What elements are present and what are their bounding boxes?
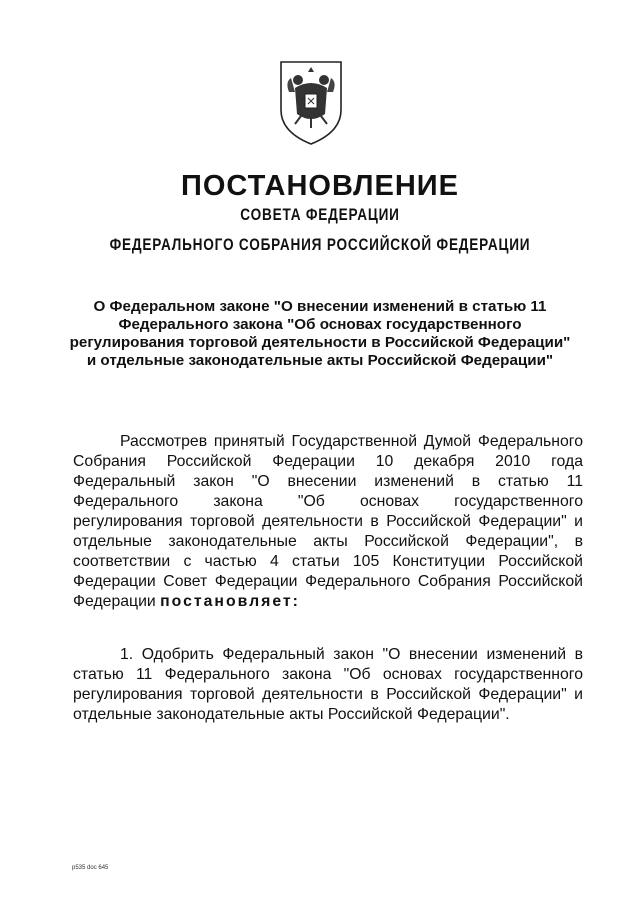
heading-line: регулирования торговой деятельности в Российской Федерации" — [69, 334, 571, 351]
paragraph-line: регулирования торговой деятельности в Российской Федерации" и — [73, 686, 583, 703]
resolves-keyword: постановляет: — [160, 593, 300, 610]
paragraph-line: Федерального закона "Об основах государственного — [73, 493, 583, 510]
paragraph-preamble — [73, 432, 583, 612]
paragraph-line: Федеральный закон "О внесении изменений в статью 11 — [73, 473, 583, 490]
issuer-line-1: СОВЕТА ФЕДЕРАЦИИ — [240, 205, 400, 224]
heading-line: О Федеральном законе "О внесении изменений в статью 11 — [93, 298, 547, 315]
paragraph-line: Собрания Российской Федерации 10 декабря 2010 года — [73, 453, 583, 470]
line-prefix: Федерации — [73, 593, 161, 610]
paragraph-line: соответствии с частью 4 статьи 105 Конституции Российской — [73, 553, 583, 570]
paragraph-line: отдельные законодательные акты Российской Федерации", в — [73, 533, 583, 550]
paragraph-line: регулирования торговой деятельности в Российской Федерации" и — [73, 513, 583, 530]
issuer-line-2: ФЕДЕРАЛЬНОГО СОБРАНИЯ РОССИЙСКОЙ ФЕДЕРАЦИИ — [109, 235, 531, 254]
paragraph-line: отдельные законодательные акты Российской Федерации". — [73, 706, 510, 723]
paragraph-line: Рассмотрев принятый Государственной Думой Федерального — [120, 433, 583, 450]
resolution-heading — [60, 298, 580, 370]
document-title: ПОСТАНОВЛЕНИЕ — [181, 170, 459, 202]
paragraph-line — [73, 592, 583, 612]
paragraph-line: статью 11 Федерального закона "Об основах государственного — [73, 666, 583, 683]
heading-line: и отдельные законодательные акты Российской Федерации" — [86, 352, 554, 369]
paragraph-line: 1. Одобрить Федеральный закон "О внесении изменений в — [120, 646, 583, 663]
coat-of-arms-icon — [275, 58, 347, 148]
paragraph-approval — [73, 645, 583, 725]
heading-line: Федерального закона "Об основах государственного — [118, 316, 522, 333]
paragraph-line: Федерации Совет Федерации Федерального Собрания Российской — [73, 573, 583, 590]
document-code: р535 doc 645 — [72, 865, 109, 871]
